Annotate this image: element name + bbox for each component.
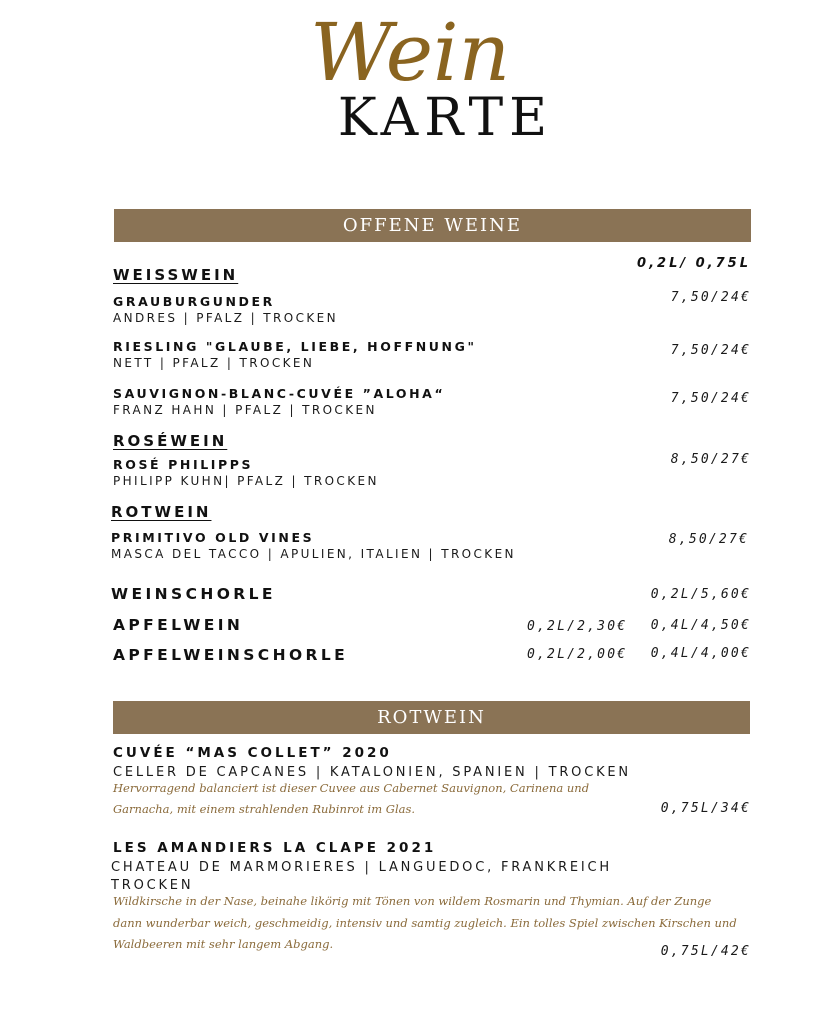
section-band-offene-weine [114, 209, 751, 242]
wine-name: ROSÉ PHILIPPS [113, 457, 254, 472]
wine-price: 7,50/24€ [670, 343, 751, 358]
wine-name: LES AMANDIERS LA CLAPE 2021 [113, 840, 437, 856]
wine-origin: CHATEAU DE MARMORIERES | LANGUEDOC, FRANKREICH [111, 860, 613, 875]
band-label: ROTWEIN [377, 707, 486, 728]
section-band-rotwein [113, 701, 750, 734]
wine-description: Wildkirsche in der Nase, beinahe likörig mit Tönen von wildem Rosmarin und Thymian. Auf der Zunge [113, 894, 712, 908]
wine-price: 8,50/27€ [668, 532, 749, 547]
extra-price: 0,4L/4,50€ [650, 618, 751, 633]
wine-name: PRIMITIVO OLD VINES [111, 530, 315, 545]
wine-origin: NETT | PFALZ | TROCKEN [113, 356, 315, 370]
page-title: KARTE [337, 88, 554, 148]
band-label: OFFENE WEINE [342, 215, 523, 236]
size-header: 0,2L/ 0,75L [637, 256, 751, 271]
wine-origin: PHILIPP KUHN| PFALZ | TROCKEN [113, 474, 379, 488]
wine-name: RIESLING "GLAUBE, LIEBE, HOFFNUNG" [113, 339, 477, 354]
wine-description: Garnacha, mit einem strahlenden Rubinrot im Glas. [113, 802, 416, 816]
wine-name: GRAUBURGUNDER [113, 294, 275, 309]
wine-description: dann wunderbar weich, geschmeidig, intensiv und samtig zugleich. Ein tolles Spiel zwischen Kirschen und [113, 916, 737, 930]
extra-price: 0,4L/4,00€ [650, 646, 751, 661]
category-rosewein: ROSÉWEIN [113, 432, 228, 450]
wine-description: Waldbeeren mit sehr langem Abgang. [113, 937, 334, 951]
extra-name: APFELWEIN [113, 616, 244, 634]
extra-name: WEINSCHORLE [111, 585, 276, 603]
wine-name: CUVÉE “MAS COLLET” 2020 [113, 745, 392, 761]
wine-name: SAUVIGNON-BLANC-CUVÉE ”ALOHA“ [113, 386, 446, 401]
wine-price: 7,50/24€ [670, 290, 751, 305]
wine-origin: ANDRES | PFALZ | TROCKEN [113, 311, 338, 325]
category-weisswein: WEISSWEIN [113, 266, 239, 284]
wine-origin: CELLER DE CAPCANES | KATALONIEN, SPANIEN | TROCKEN [113, 765, 631, 780]
wein-script-logo [300, 2, 580, 94]
wine-price: 8,50/27€ [670, 452, 751, 467]
extra-price: 0,2L/2,00€ [527, 647, 628, 662]
wine-price: 7,50/24€ [670, 391, 751, 406]
wine-price: 0,75L/34€ [660, 801, 751, 816]
script-title: Wein [310, 6, 511, 94]
extra-price: 0,2L/2,30€ [527, 619, 628, 634]
extra-name: APFELWEINSCHORLE [113, 646, 349, 664]
wine-origin: FRANZ HAHN | PFALZ | TROCKEN [113, 403, 377, 417]
extra-price: 0,2L/5,60€ [650, 587, 751, 602]
wine-description: Hervorragend balanciert ist dieser Cuvee aus Cabernet Sauvignon, Carinena und [113, 781, 590, 795]
wine-origin: MASCA DEL TACCO | APULIEN, ITALIEN | TROCKEN [111, 547, 516, 561]
wine-price: 0,75L/42€ [660, 944, 751, 959]
category-rotwein: ROTWEIN [111, 503, 212, 521]
wine-origin-line2: TROCKEN [111, 878, 194, 893]
